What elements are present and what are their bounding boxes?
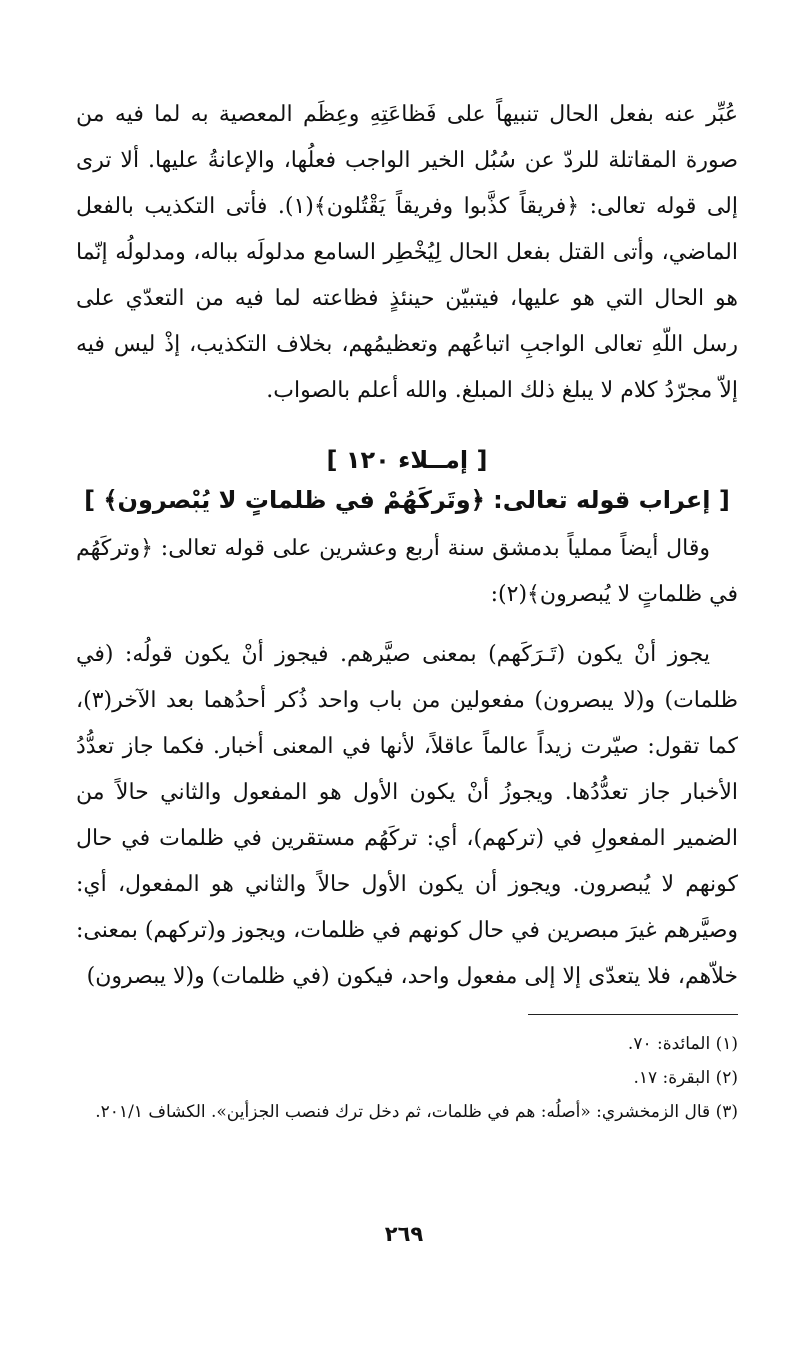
footnotes [76, 1029, 738, 1127]
footnote-2: (٢) البقرة: ١٧. [633, 1068, 738, 1088]
section-title: [ إمــلاء ١٢٠ ] [326, 446, 488, 474]
analysis-paragraph: يجوز أنْ يكون (تَـرَكَهم) بمعنى صيَّرهم. فيجوز أنْ يكون قولُه: (في ظلمات) و(لا يبصرون) مفعولين من باب واحد ذُكر أحدُهما بعد الآخر(٣)، كما تقول: صيّرت زيداً عالماً عاقلاً، لأنها في المعنى أخبار. فكما جاز تعدُّدُ الأخبار جاز تعدُّدُها. ويجوزُ أنْ يكون الأول هو المفعول والثاني حالاً من الضمير المفعولِ في (تركهم)، أي: تركَهُم مستقرين في ظلمات في حال كونهم لا يُبصرون. ويجوز أن يكون الأول حالاً والثاني هو المفعول، أي: وصيَّرهم غيرَ مبصرين في حال كونهم في ظلمات، ويجوز و(تركهم) بمعنى: خلاّهم، فلا يتعدّى إلا إلى مفعول واحد، فيكون (في ظلمات) و(لا يبصرون) [76, 642, 739, 989]
footnote-divider [528, 1014, 738, 1015]
page-body [76, 92, 738, 1131]
page-number: ٢٦٩ [384, 1222, 424, 1246]
footnote-1: (١) المائدة: ٧٠. [627, 1034, 738, 1054]
opening-paragraph: عُبِّر عنه بفعل الحال تنبيهاً على فَظاعَتِهِ وعِظَم المعصية به لما فيه من صورة المقاتلة للردّ عن سُبُل الخير الواجب فعلُها، والإعانةُ عليها. ألا ترى إلى قوله تعالى: ﴿فريقاً كذَّبوا وفريقاً يَقْتُلون﴾(١). فأتى التكذيب بالفعل الماضي، وأتى القتل بفعل الحال لِيُخْطِر السامع مدلولَه بباله، ومدلولُه إنّما هو الحال التي هو عليها، فيتبيّن حينئذٍ فظاعته لما فيه من التعدّي على رسل اللّهِ تعالى الواجبِ اتباعُهم وتعظيمُهم، بخلاف التكذيب، إذْ ليس فيه إلاّ مجرّدُ كلام لا يبلغ ذلك المبلغ. والله أعلم بالصواب. [76, 102, 739, 403]
section-subtitle: [ إعراب قوله تعالى: ﴿وتَركَهُمْ في ظلماتٍ لا يُبْصرون﴾ ] [84, 486, 730, 514]
footnote-3: (٣) قال الزمخشري: «أصلُه: هم في ظلمات، ثم دخل ترك فنصب الجزأين». الكشاف ٢٠١/١. [95, 1102, 738, 1122]
intro-paragraph: وقال أيضاً مملياً بدمشق سنة أربع وعشرين على قوله تعالى: ﴿وتركَهُم في ظلماتٍ لا يُبصرون﴾(٢): [76, 536, 738, 607]
